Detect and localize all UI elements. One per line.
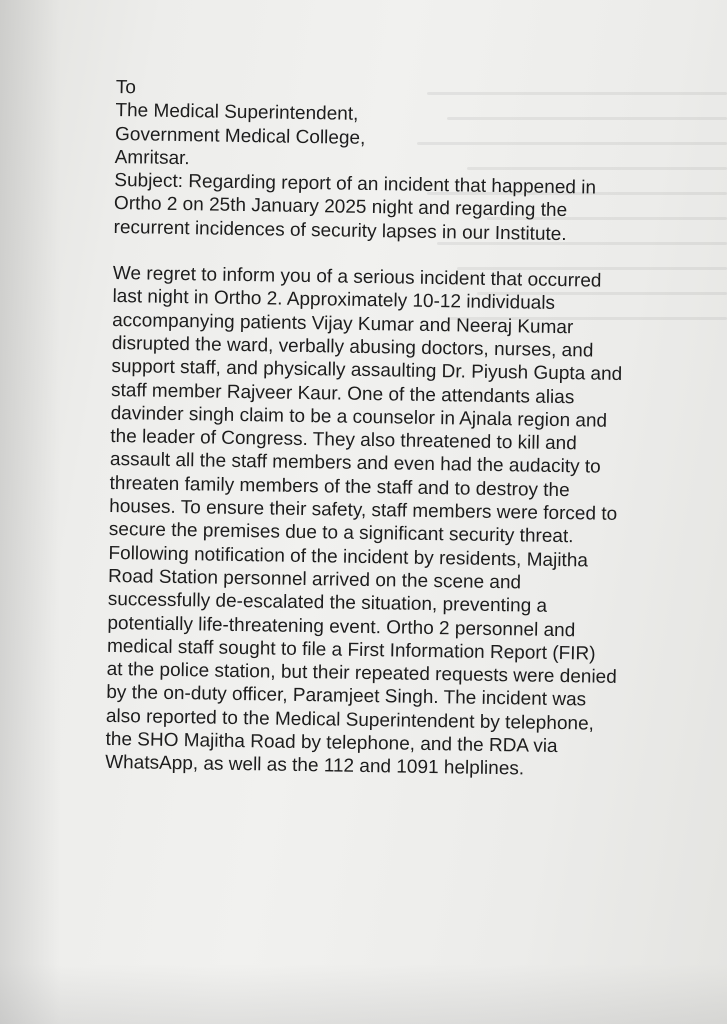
address-line: Government Medical College, <box>114 123 366 149</box>
page-shadow-left <box>0 0 60 1024</box>
body-line: last night in Ortho 2. Approximately 10-12 individuals <box>112 286 556 315</box>
body-line: davinder singh claim to be a counselor in Ajnala region and <box>110 402 608 432</box>
body-line: houses. To ensure their safety, staff members were forced to <box>109 495 618 525</box>
body-line: WhatsApp, as well as the 112 and 1091 helplines. <box>105 752 525 780</box>
body-line: secure the premises due to a significant security threat. <box>108 519 574 548</box>
body-line: potentially life-threatening event. Ortho 2 personnel and <box>107 612 576 641</box>
body-line: at the police station, but their repeated requests were denied <box>106 659 617 689</box>
subject-line: Ortho 2 on 25th January 2025 night and regarding the <box>113 193 568 222</box>
body-line: staff member Rajveer Kaur. One of the attendants alias <box>110 379 575 408</box>
body-line: the SHO Majitha Road by telephone, and the RDA via <box>105 728 558 758</box>
subject-line: Subject: Regarding report of an incident that happened in <box>114 170 597 199</box>
body-line: Following notification of the incident by residents, Majitha <box>108 542 589 572</box>
body-line: Road Station personnel arrived on the scene and <box>107 565 522 594</box>
subject-line: recurrent incidences of security lapses in our Institute. <box>113 216 567 245</box>
address-line: The Medical Superintendent, <box>115 100 359 126</box>
body-line: We regret to inform you of a serious incident that occurred <box>112 263 602 292</box>
page-shadow-bottom <box>0 964 727 1024</box>
address-line: Amritsar. <box>114 146 190 170</box>
body-line: successfully de-escalated the situation, preventing a <box>107 589 548 618</box>
body-line: accompanying patients Vijay Kumar and Neeraj Kumar <box>111 309 574 338</box>
subject <box>113 169 684 248</box>
body-line: support staff, and physically assaulting Dr. Piyush Gupta and <box>111 356 623 386</box>
body-line: the leader of Congress. They also threatened to kill and <box>110 426 577 455</box>
letter-text <box>105 76 686 783</box>
body-line: medical staff sought to file a First Information Report (FIR) <box>106 635 596 665</box>
body-line: threaten family members of the staff and to destroy the <box>109 472 570 501</box>
body-paragraph <box>105 262 683 783</box>
body-line: also reported to the Medical Superintendent by telephone, <box>105 705 595 735</box>
body-line: assault all the staff members and even had the audacity to <box>109 449 601 479</box>
recipient-address <box>115 76 686 178</box>
body-line: disrupted the ward, verbally abusing doctors, nurses, and <box>111 332 594 362</box>
body-line: by the on-duty officer, Paramjeet Singh. The incident was <box>106 682 587 711</box>
address-line: To <box>115 76 137 99</box>
